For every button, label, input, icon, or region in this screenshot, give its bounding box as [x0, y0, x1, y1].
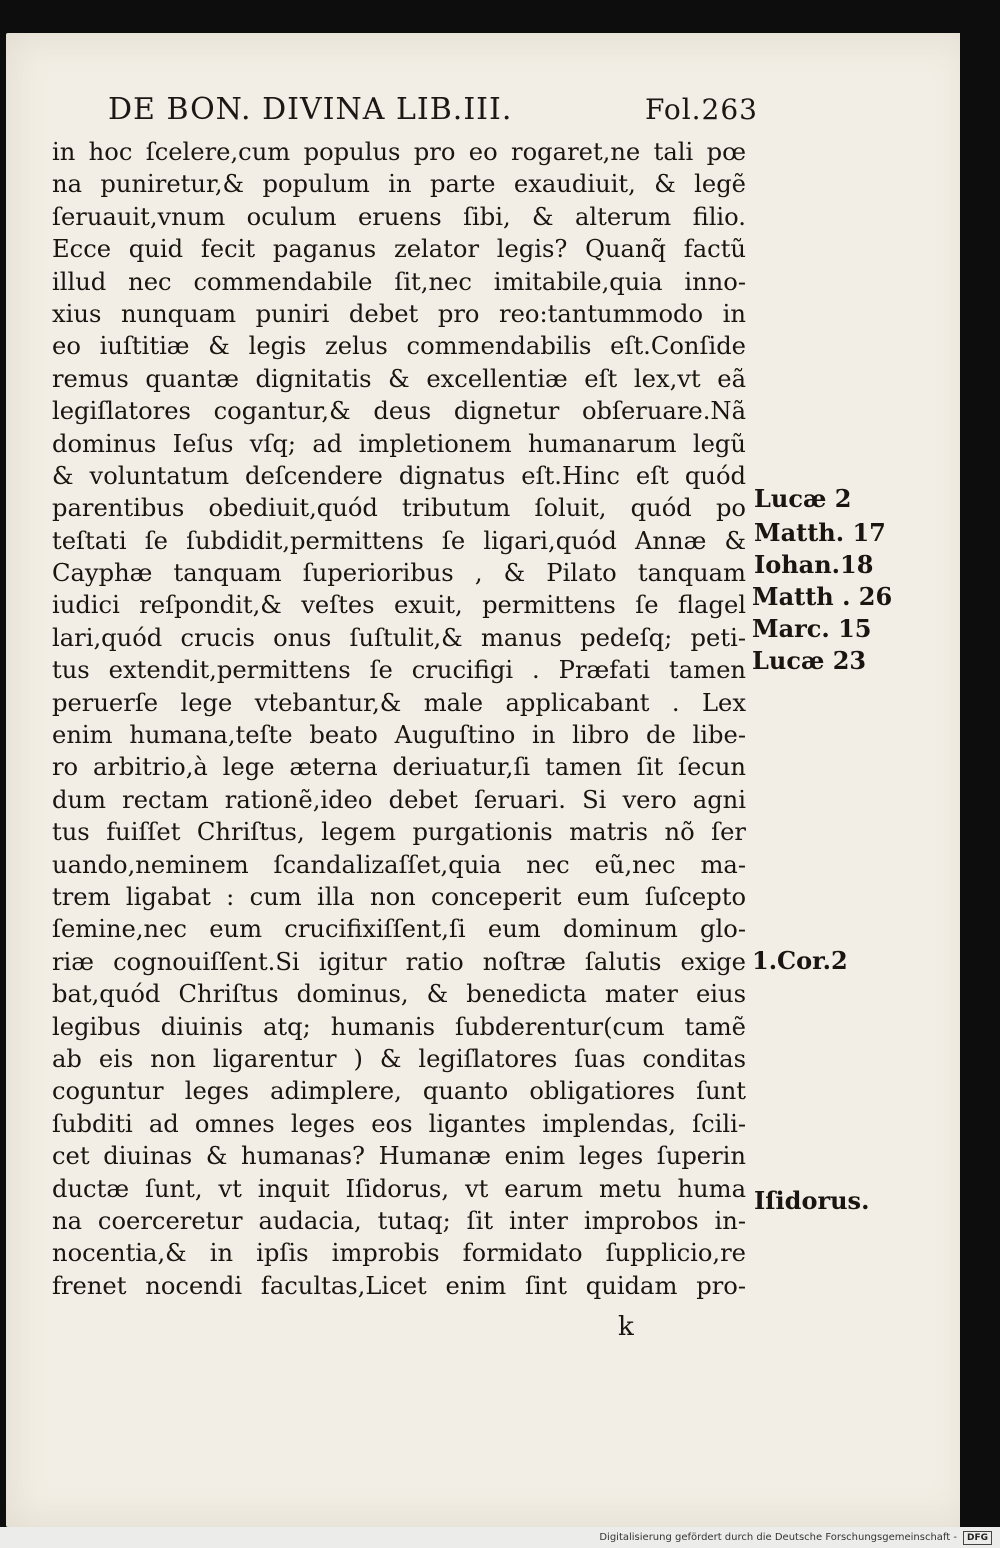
text-line: dum rectam rationẽ,ideo debet ſeruari. Si vero agni: [52, 785, 746, 814]
running-head-title: DE BON. DIVINA LIB.III.: [108, 92, 513, 127]
text-line: lari,quód crucis onus ſuſtulit,& manus pedeſq; peti-: [52, 623, 746, 652]
text-line: ſeruauit,vnum oculum eruens ſibi, & alterum filio.: [52, 202, 746, 231]
text-line: dominus Ieſus vſq; ad impletionem humanarum legũ: [52, 429, 746, 458]
body-text: [52, 136, 746, 1302]
text-line: eo iuſtitiæ & legis zelus commendabilis eſt.Conſide: [52, 332, 746, 361]
margin-note: Iohan.18: [754, 550, 874, 579]
text-line: in hoc ſcelere,cum populus pro eo rogaret,ne tali pœ: [52, 138, 746, 166]
text-line: legibus diuinis atq; humanis ſubderentur(cum tamẽ: [52, 1012, 746, 1041]
text-line: parentibus obediuit,quód tributum ſoluit, quód po: [52, 494, 746, 523]
dfg-logo: DFG: [963, 1531, 992, 1545]
text-line: na coerceretur audacia, tutaq; ſit inter improbos in-: [52, 1206, 746, 1235]
page-edge-shadow: [960, 30, 1000, 1527]
text-line: cet diuinas & humanas? Humanæ enim leges ſuperin: [52, 1142, 746, 1171]
margin-note: Lucæ 23: [752, 646, 867, 675]
text-line: coguntur leges adimplere, quanto obligatiores ſunt: [52, 1077, 746, 1106]
text-line: na puniretur,& populum in parte exaudiuit, & legẽ: [52, 170, 746, 199]
margin-note: Marc. 15: [752, 614, 872, 643]
text-line: tus fuiſſet Chriſtus, legem purgationis matris nõ ſer: [52, 818, 746, 847]
text-line: ro arbitrio,à lege æterna deriuatur,ſi tamen ſit ſecun: [52, 753, 746, 782]
margin-note: Matth . 26: [752, 582, 893, 611]
text-line: teſtati ſe ſubdidit,permittens ſe ligari,quód Annæ &: [52, 526, 746, 555]
catchword: k: [618, 1312, 634, 1342]
text-line: xius nunquam puniri debet pro reo:tantummodo in: [52, 299, 746, 328]
text-line: ſemine,nec eum crucifixiſſent,ſi eum dominum glo-: [52, 915, 746, 944]
margin-note: 1.Cor.2: [752, 946, 848, 975]
folio-number: Fol.263: [644, 93, 758, 126]
text-line: trem ligabat : cum illa non conceperit eum ſuſcepto: [52, 882, 746, 911]
text-line: nocentia,& in ipſis improbis formidato ſupplicio,re: [52, 1239, 746, 1268]
margin-note: Iſidorus.: [754, 1186, 870, 1215]
text-line: ductæ ſunt, vt inquit Iſidorus, vt earum metu huma: [52, 1174, 746, 1203]
margin-note: Lucæ 2: [754, 484, 852, 513]
margin-note: Matth. 17: [754, 518, 886, 547]
text-line: enim humana,teſte beato Auguſtino in libro de libe-: [52, 721, 746, 750]
text-line: remus quantæ dignitatis & excellentiæ eſt lex,vt eã: [52, 364, 746, 393]
text-line: riæ cognouiſſent.Si igitur ratio noſtræ ſalutis exige: [52, 947, 746, 976]
text-line: ab eis non ligarentur ) & legiſlatores ſuas conditas: [52, 1044, 746, 1073]
text-line: uando,neminem ſcandalizaſſet,quia nec eũ,nec ma-: [52, 850, 746, 879]
text-line: & voluntatum deſcendere dignatus eſt.Hinc eſt quód: [52, 461, 746, 490]
text-line: Cayphæ tanquam ſuperioribus , & Pilato tanquam: [52, 559, 746, 588]
text-line: Ecce quid fecit paganus zelator legis? Quanq̃ factũ: [52, 235, 746, 264]
text-line: frenet nocendi facultas,Licet enim ſint quidam pro-: [52, 1271, 746, 1300]
text-line: illud nec commendabile ſit,nec imitabile,quia inno-: [52, 267, 746, 296]
running-head: [108, 92, 758, 132]
text-line: tus extendit,permittens ſe crucifigi . Præfati tamen: [52, 656, 746, 685]
text-line: bat,quód Chriſtus dominus, & benedicta mater eius: [52, 980, 746, 1009]
text-line: legiſlatores cogantur,& deus dignetur obſeruare.Nã: [52, 397, 746, 426]
text-line: iudici reſpondit,& veſtes exuit, permittens ſe flagel: [52, 591, 746, 620]
text-line: peruerſe lege vtebantur,& male applicabant . Lex: [52, 688, 746, 717]
footer-credit: Digitalisierung gefördert durch die Deutsche Forschungsgemeinschaft -: [599, 1532, 957, 1543]
footer-credit-bar: [0, 1527, 1000, 1548]
text-line: ſubditi ad omnes leges eos ligantes implendas, ſcili-: [52, 1109, 746, 1138]
